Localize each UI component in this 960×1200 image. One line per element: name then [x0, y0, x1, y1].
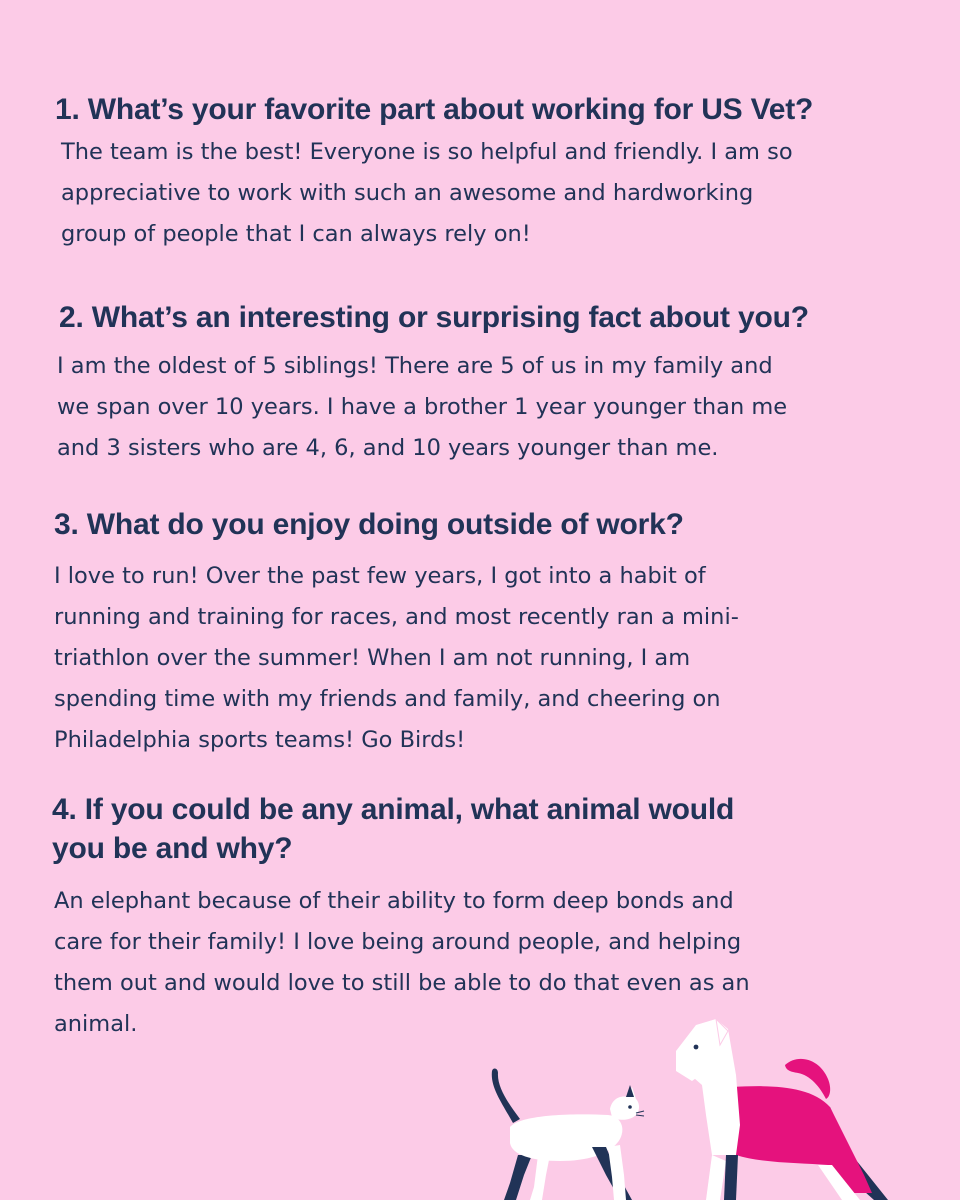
question-heading: 4. If you could be any animal, what animal would you be and why? [52, 793, 735, 865]
answer-text: I am the oldest of 5 siblings! There are 5 of us in my family and we span over 10 years. I have a brother 1 year younger than me and 3 sisters who are 4, 6, and 10 years younger than me. [57, 353, 788, 461]
qa-section-1 [0, 90, 900, 255]
question-heading: 2. What’s an interesting or surprising fact about you? [59, 301, 809, 334]
cat-illustration [492, 1069, 644, 1200]
dog-illustration [676, 1019, 888, 1200]
qa-section-2 [0, 298, 900, 469]
question-heading: 1. What’s your favorite part about working for US Vet? [55, 93, 814, 126]
answer-text: I love to run! Over the past few years, I got into a habit of running and training for races, and most recently ran a mini- triathlon over the summer! When I am not running, I am spending time with my friends and family, and cheering on Philadelphia sports teams! Go Birds! [54, 563, 739, 753]
pets-illustration [480, 1015, 900, 1200]
qa-section-3 [0, 505, 900, 761]
qa-section-4 [0, 790, 900, 1045]
answer-text: The team is the best! Everyone is so helpful and friendly. I am so appreciative to work with such an awesome and hardworking group of people that I can always rely on! [61, 139, 793, 247]
question-heading: 3. What do you enjoy doing outside of work? [54, 508, 684, 541]
answer-text: An elephant because of their ability to form deep bonds and care for their family! I love being around people, and helping them out and would love to still be able to do that even as an animal. [54, 888, 750, 1037]
